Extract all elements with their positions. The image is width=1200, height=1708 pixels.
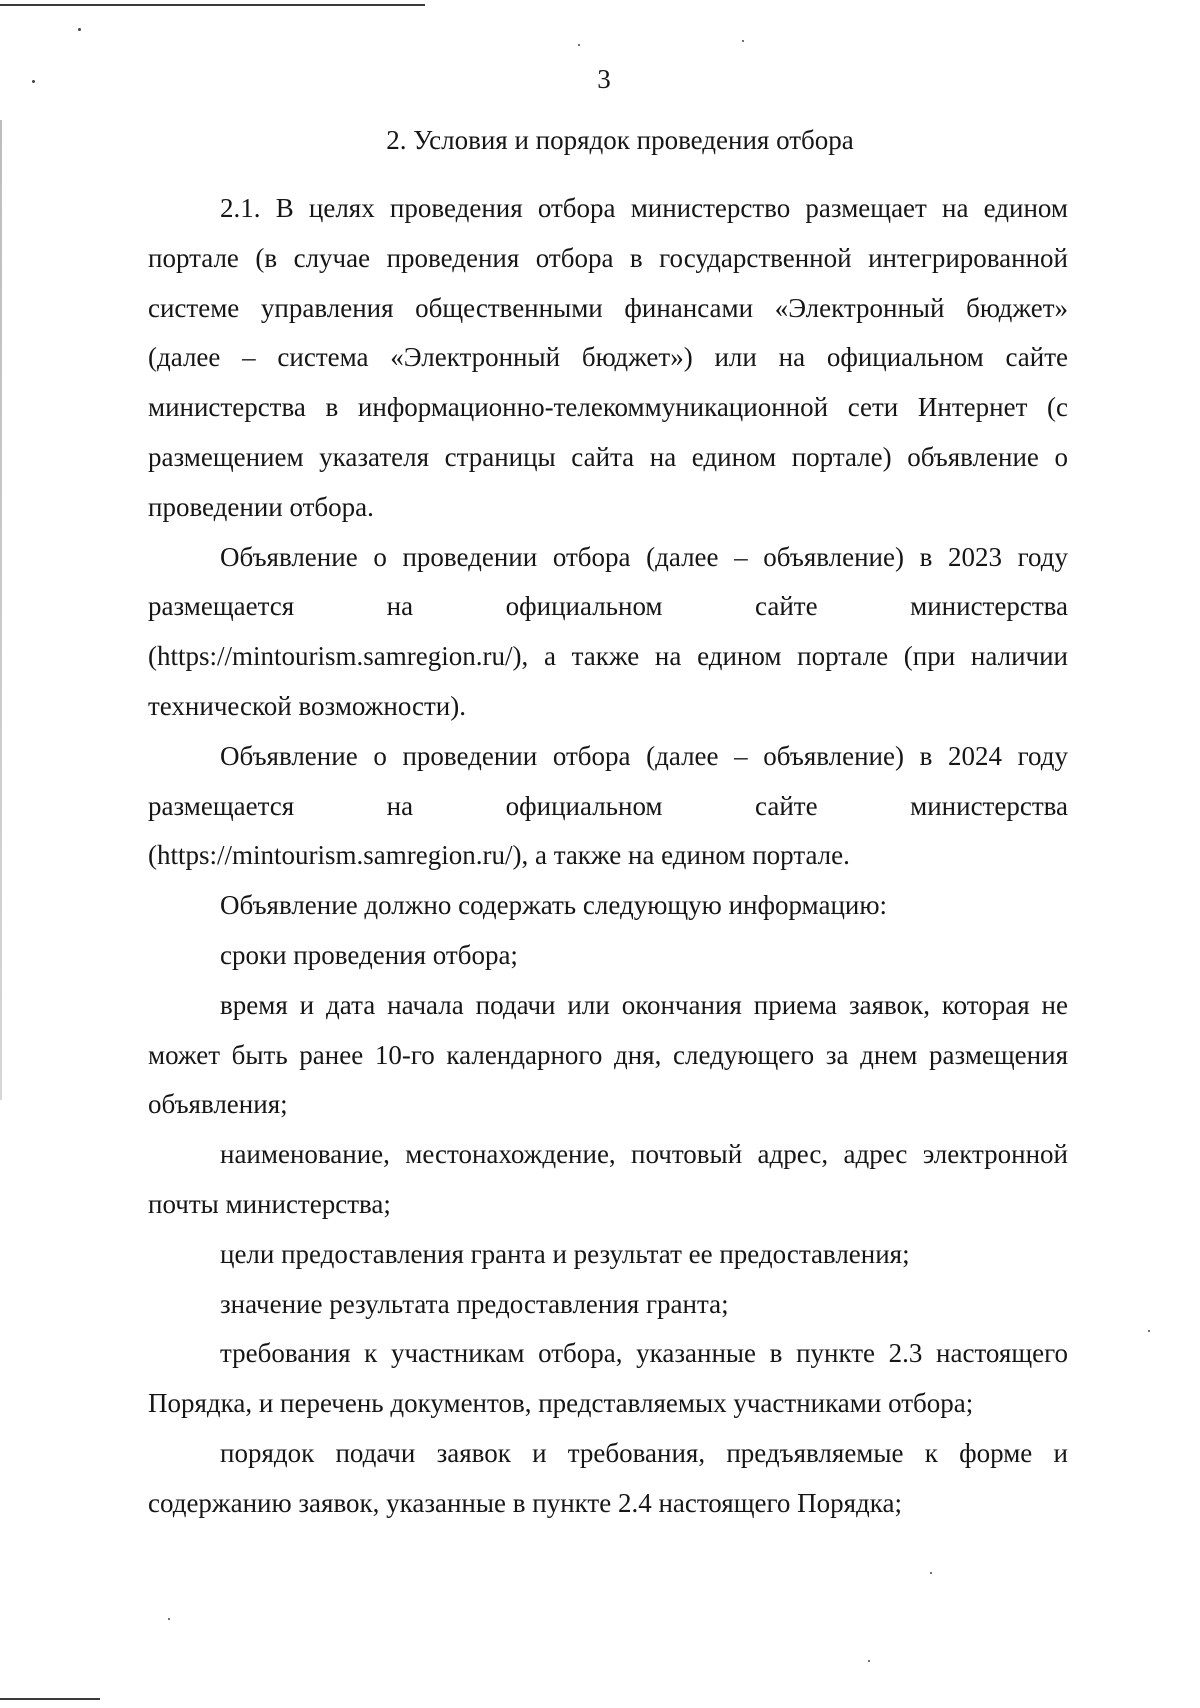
list-item-submission-time: время и дата начала подачи или окончания приема заявок, которая не может быть ранее 10-го календарного дня, следующего за днем размещения объявления; — [148, 989, 1068, 1120]
scan-artifact-line-bottom — [0, 1698, 100, 1700]
section-title: 2. Условия и порядок проведения отбора — [386, 125, 854, 155]
scan-speck — [868, 1660, 870, 1662]
list-item-application-procedure: порядок подачи заявок и требования, предъявляемые к форме и содержанию заявок, указанные в пункте 2.4 настоящего Порядка; — [148, 1437, 1068, 1518]
paragraph-2-1: 2.1. В целях проведения отбора министерство размещает на едином портале (в случае проведения отбора в государственной интегрированной системе управления общественными финансами «Электронный бюджет» (далее – система «Электронный бюджет») или на официальном сайте министерства в информационно-телекоммуникационной сети Интернет (с размещением указателя страницы сайта на едином портале) объявление о проведении отбора. — [148, 193, 1068, 522]
list-item-result-value: значение результата предоставления гранта; — [220, 1288, 729, 1319]
paragraph-announcement-contents: Объявление должно содержать следующую информацию: — [220, 890, 888, 921]
scan-artifact-line-top — [0, 4, 425, 6]
list-item-ministry-contacts: наименование, местонахождение, почтовый адрес, адрес электронной почты министерства; — [148, 1139, 1068, 1219]
scan-speck — [1148, 1330, 1150, 1332]
body-text — [148, 184, 1068, 1529]
list-item-selection-dates: сроки проведения отбора; — [220, 939, 518, 970]
scan-speck — [930, 1572, 932, 1574]
scan-speck — [168, 1618, 170, 1620]
scan-speck — [578, 44, 580, 46]
list-item-participant-requirements: требования к участникам отбора, указанные в пункте 2.3 настоящего Порядка, и перечень документов, представляемых участниками отбора; — [148, 1338, 1068, 1419]
scan-artifact-left-edge — [0, 120, 2, 1100]
paragraph-announcement-2024: Объявление о проведении отбора (далее – объявление) в 2024 году размещается на официальном сайте министерства (https://mintourism.samregion.ru/), а также на едином портале. — [148, 740, 1068, 871]
list-item-grant-goals: цели предоставления гранта и результат ее предоставления; — [220, 1238, 910, 1269]
scan-speck — [78, 28, 81, 31]
page-number: 3 — [597, 64, 611, 94]
scan-speck — [742, 40, 744, 42]
paragraph-announcement-2023: Объявление о проведении отбора (далее – объявление) в 2023 году размещается на официальном сайте министерства (https://mintourism.samregion.ru/), а также на едином портале (при наличии технической возможности). — [148, 541, 1068, 721]
